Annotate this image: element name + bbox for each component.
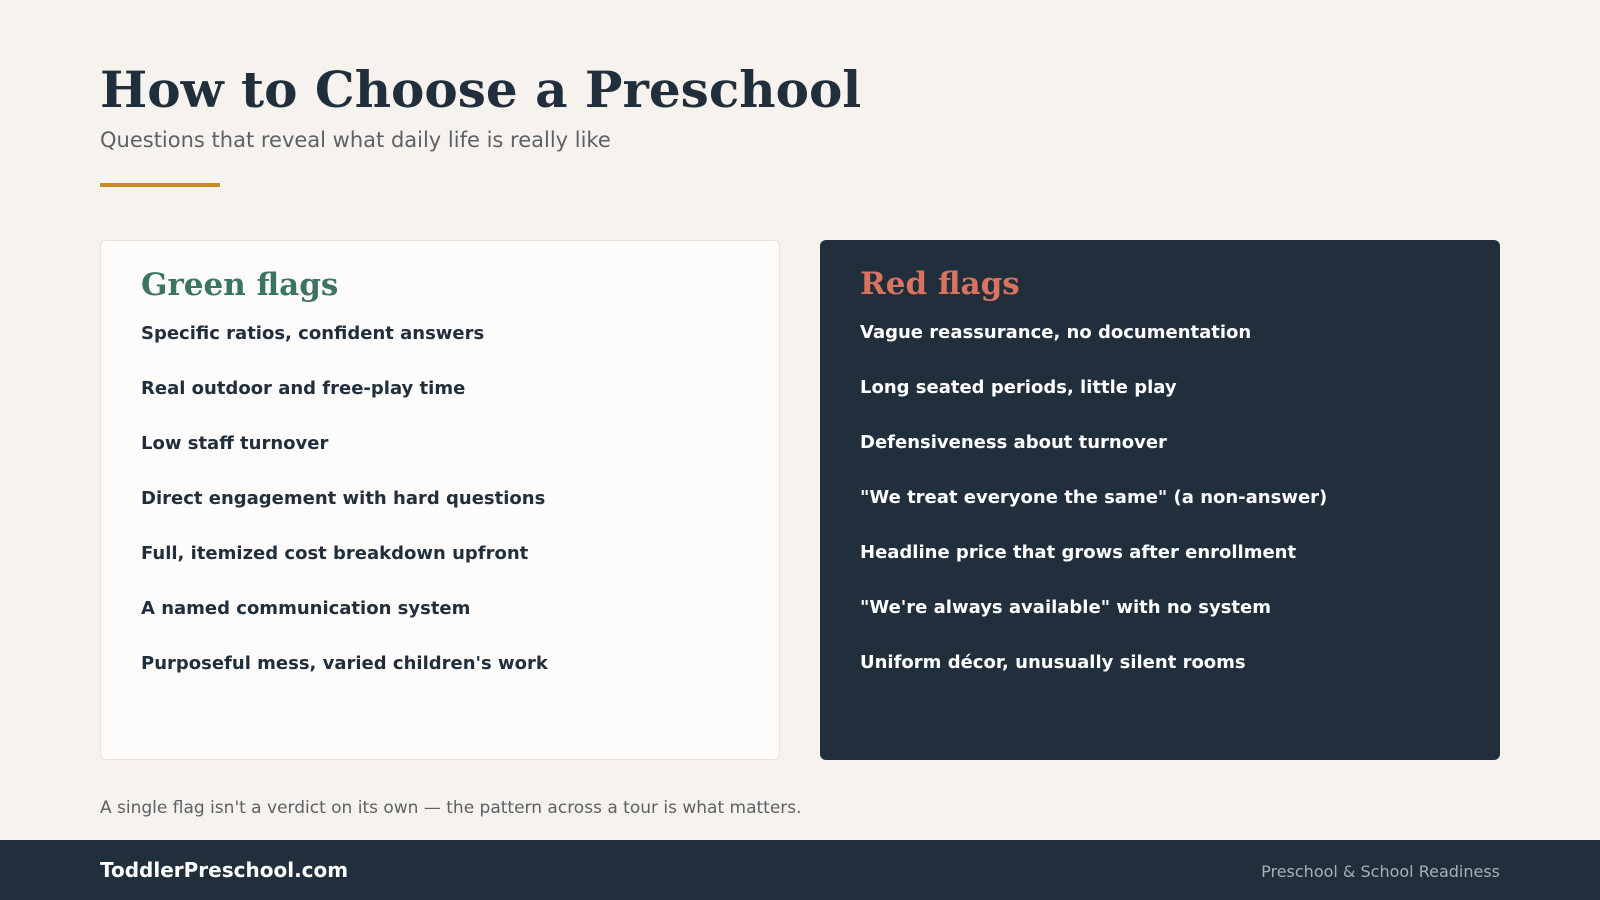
red-flag-item: "We're always available" with no system — [860, 597, 1271, 619]
green-flag-item: A named communication system — [141, 598, 471, 620]
footer-bar — [0, 840, 1600, 900]
accent-divider — [100, 183, 220, 187]
red-flag-item: Headline price that grows after enrollment — [860, 542, 1297, 564]
green-flag-item: Specific ratios, confident answers — [141, 323, 485, 345]
red-flag-item: Vague reassurance, no documentation — [860, 322, 1252, 344]
red-flag-item: Defensiveness about turnover — [860, 432, 1167, 454]
green-flag-item: Real outdoor and free-play time — [141, 378, 466, 400]
red-flag-item: Long seated periods, little play — [860, 377, 1177, 399]
page-title: How to Choose a Preschool — [100, 60, 862, 119]
green-flags-card — [100, 240, 780, 760]
page-header — [100, 60, 861, 152]
page-subtitle: Questions that reveal what daily life is really like — [100, 128, 611, 152]
green-flag-item: Direct engagement with hard questions — [141, 488, 546, 510]
red-flag-item: Uniform décor, unusually silent rooms — [860, 652, 1246, 674]
footnote: A single flag isn't a verdict on its own — the pattern across a tour is what matters. — [100, 798, 802, 818]
red-flags-title: Red flags — [860, 266, 1020, 302]
green-flag-item: Low staff turnover — [141, 433, 329, 455]
green-flags-title: Green flags — [141, 267, 339, 303]
section-label: Preschool & School Readiness — [1261, 862, 1500, 881]
green-flag-item: Purposeful mess, varied children's work — [141, 653, 548, 675]
red-flag-item: "We treat everyone the same" (a non-answer) — [860, 487, 1328, 509]
green-flag-item: Full, itemized cost breakdown upfront — [141, 543, 529, 565]
red-flags-card — [820, 240, 1500, 760]
brand-name: ToddlerPreschool.com — [100, 858, 349, 882]
